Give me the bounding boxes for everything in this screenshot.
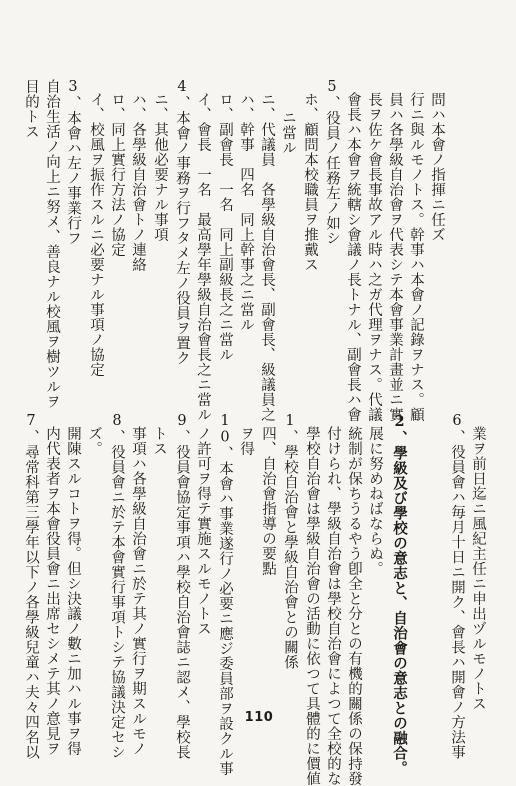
text-column: 9、役員會協定事項ハ學校自治會誌ニ認メ、學校長 — [174, 413, 190, 760]
text-column: ロ、同上實行方法ノ協定 — [109, 92, 125, 257]
text-column: ニ、其他必要ナル事項 — [152, 92, 168, 242]
text-column: ニ當ル — [280, 110, 296, 155]
text-column: ズ。 — [86, 426, 102, 456]
text-column: 行ニ與ルモノトス。幹事ハ本會ノ記錄ヲナス。顧 — [408, 92, 424, 422]
page-number: 110 — [244, 710, 274, 725]
text-column: イ、會長 一名 最高學年學級自治會長之ニ當ル — [195, 92, 211, 422]
text-column: 事項ハ各學級自治會ニ於テ其ノ實行ヲ期スルモノ — [130, 426, 146, 756]
text-column: トス — [151, 426, 167, 456]
text-column: 長ヲ佐ケ會長事故アル時ハ之ガ代理ヲナス。代議 — [366, 92, 382, 422]
text-column: 3、本會ハ左ノ事業行フ — [65, 79, 81, 246]
text-column: ニ、代議員 各學級自治會長、副會長、級議員之 — [259, 92, 275, 422]
text-column: 學校自治會は學級自治會の活動に依つて具體的に價値 — [304, 426, 320, 786]
text-column: 自治生活ノ向上ニ努メ、善良ナル校風ヲ樹ツルヲ — [44, 79, 60, 409]
text-column: ホ、顧問本校職員ヲ推戴ス — [302, 92, 318, 272]
text-column: ハ、各學級自治會トノ連絡 — [130, 92, 146, 272]
section-heading: 四、自治會指導の要點 — [260, 426, 276, 576]
text-column: ヲ得 — [238, 426, 254, 456]
text-column: イ、校風ヲ振作スルニ必要ナル事項ノ協定 — [88, 92, 104, 377]
text-column: ハ、幹事 四名 同上幹事之ニ當ル — [238, 92, 254, 332]
text-column: 6、役員會ハ毎月十日ニ開ク、會長ハ開會ノ方法事 — [449, 413, 465, 760]
text-column: 問ハ本會ノ指揮ニ任ズ — [429, 92, 445, 242]
text-column: 統制が保ちうるやう卽全と分との有機的關係の保持發 — [346, 426, 362, 786]
text-column: 7、尋常科第三學年以下ノ各學級兒童ハ夫々四名以 — [23, 413, 39, 760]
text-column: 目的トス — [23, 79, 39, 139]
text-column: 展に努めねばならぬ。 — [367, 426, 383, 576]
text-column: 會長ハ本會ヲ統轄シ會議ノ長トナル、副會長ハ會 — [345, 92, 361, 422]
text-column: 8、役員會ニ於テ本會實行事項トシテ協議決定セシ — [109, 413, 125, 760]
text-column: ロ、副會長 一名 同上副級長之ニ當ル — [217, 92, 233, 362]
text-column: 内代表者ヲ本會役員會ニ出席セシメテ其ノ意見ヲ — [44, 426, 60, 756]
text-column: 付けられ、學級自治會は學校自治會によつて全校的な — [325, 426, 341, 786]
text-column: 2、學級及び學校の意志と、自治會の意志との融合。 — [391, 413, 408, 776]
text-column: 10、本會ハ事業遂行ノ必要ニ應ジ委員部ヲ設クル事 — [217, 413, 233, 776]
text-column: 業ヲ前日迄ニ風紀主任ニ申出ヅルモノトス — [470, 426, 486, 711]
text-column: ノ許可ヲ得テ實施スルモノトス — [195, 426, 211, 636]
text-column: 4、本會ノ事務ヲ行フタメ左ノ役員ヲ置ク — [174, 79, 190, 366]
text-column: 5、役員ノ任務左ノ如シ — [324, 79, 340, 246]
text-column: 開陳スルコトヲ得。但シ決議ノ數ニ加ハル事ヲ得 — [65, 426, 81, 756]
text-column: 員ハ各學級自治會ヲ代表シテ本會事業計畫並ニ實 — [387, 92, 403, 422]
text-column: 1、學校自治會と學級自治會との關係 — [282, 413, 298, 670]
